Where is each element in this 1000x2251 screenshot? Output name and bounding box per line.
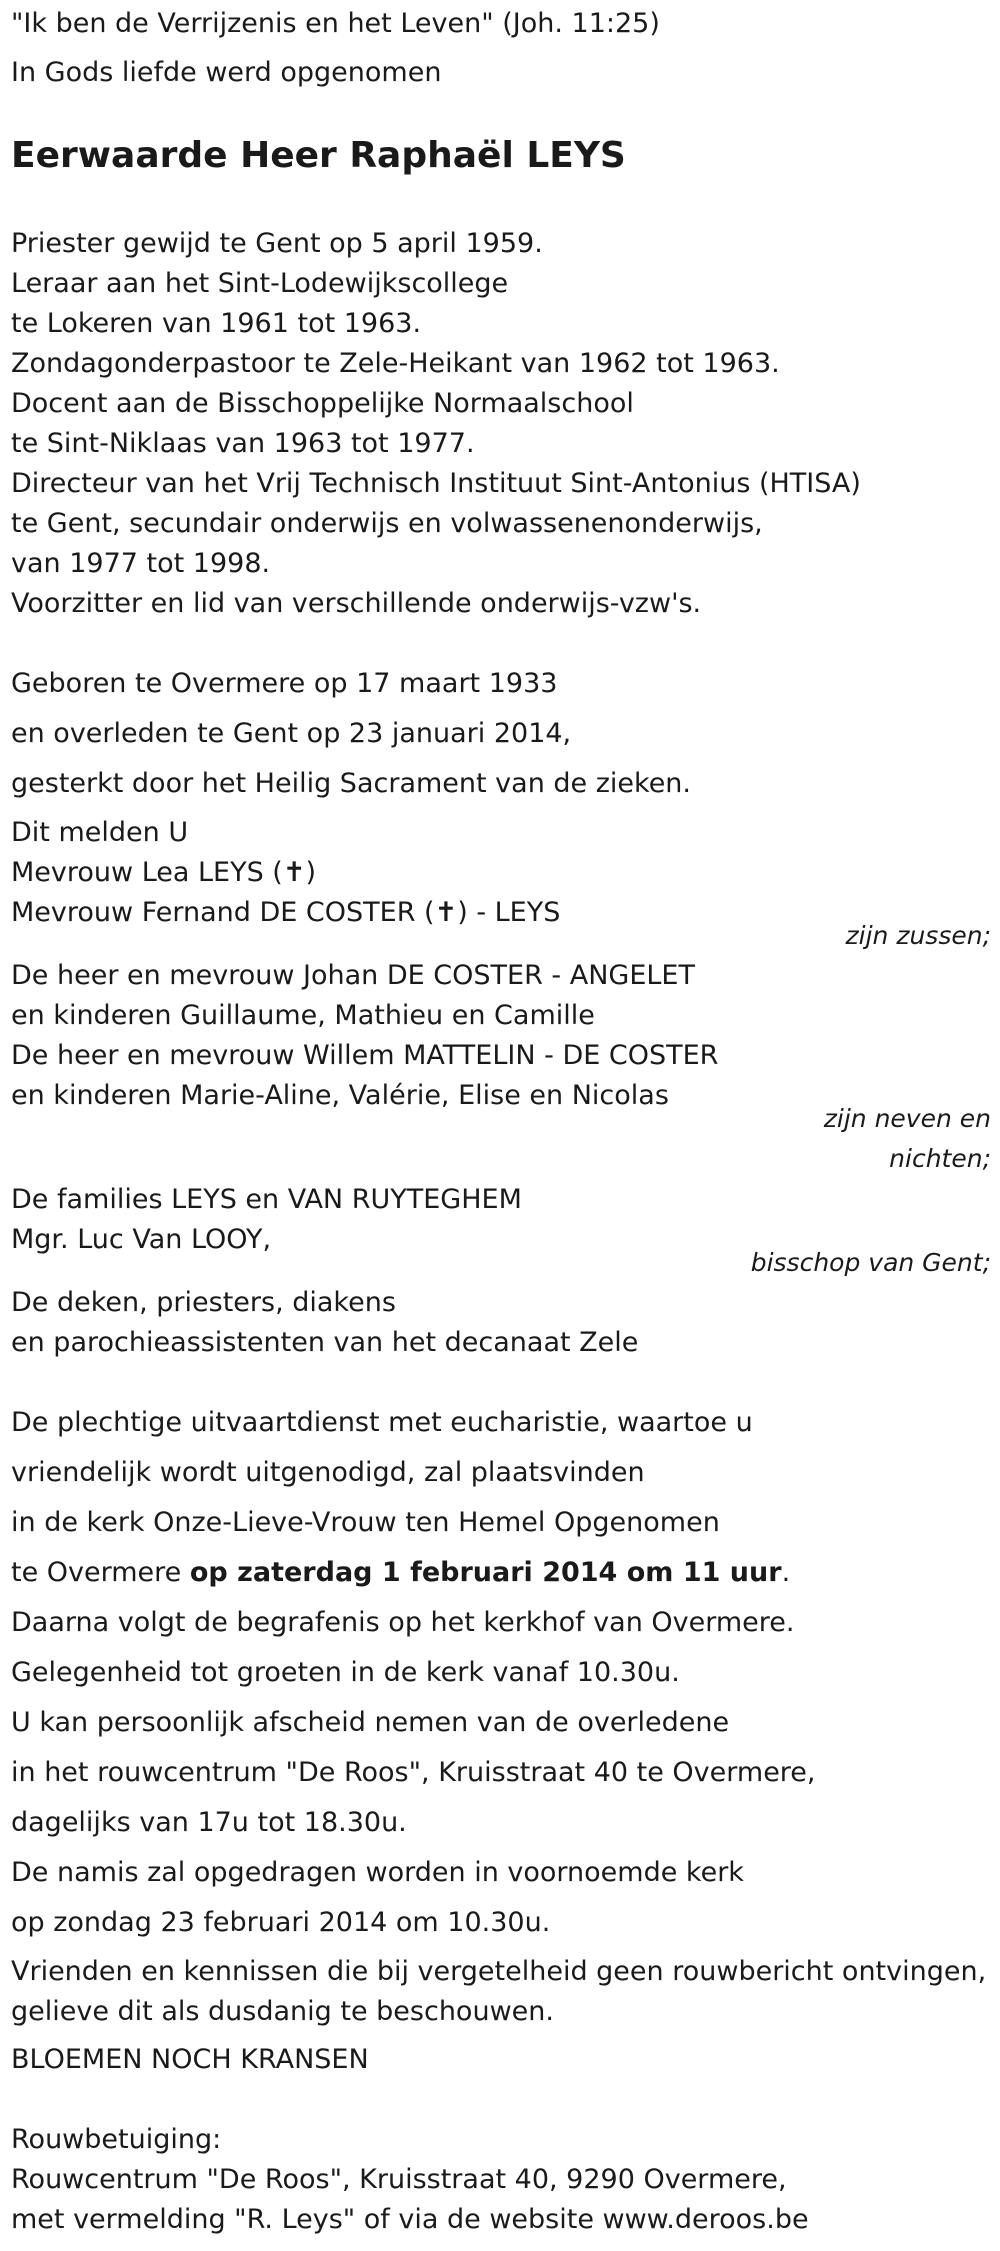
service-line: in de kerk Onze-Lieve-Vrouw ten Hemel Opgenomen <box>11 1507 720 1538</box>
sister-line: Mevrouw Lea LEYS (✝) <box>11 857 317 888</box>
career-line: te Gent, secundair onderwijs en volwassenenonderwijs, <box>11 508 763 539</box>
sacrament-line: gesterkt door het Heilig Sacrament van de zieken. <box>11 768 691 799</box>
service-line: dagelijks van 17u tot 18.30u. <box>11 1807 407 1838</box>
service-line: vriendelijk wordt uitgenodigd, zal plaatsvinden <box>11 1457 645 1488</box>
bishop-label: bisschop van Gent; <box>750 1248 991 1277</box>
service-line: U kan persoonlijk afscheid nemen van de overledene <box>11 1707 730 1738</box>
career-line: Voorzitter en lid van verschillende onderwijs-vzw's. <box>11 588 702 619</box>
deceased-name: Eerwaarde Heer Raphaël LEYS <box>11 135 626 176</box>
clergy-line: De deken, priesters, diakens <box>11 1287 396 1318</box>
death-line: en overleden te Gent op 23 januari 2014, <box>11 718 572 749</box>
service-line: Gelegenheid tot groeten in de kerk vanaf 10.30u. <box>11 1657 680 1688</box>
nephew-line: en kinderen Guillaume, Mathieu en Camille <box>11 1000 595 1031</box>
nephew-line: De heer en mevrouw Johan DE COSTER - ANGELET <box>11 960 695 991</box>
service-line: in het rouwcentrum "De Roos", Kruisstraat 40 te Overmere, <box>11 1757 816 1788</box>
nephew-line: De heer en mevrouw Willem MATTELIN - DE COSTER <box>11 1040 719 1071</box>
service-date-line <box>11 1553 790 1593</box>
sisters-label: zijn zussen; <box>845 921 991 950</box>
nephew-line: en kinderen Marie-Aline, Valérie, Elise en Nicolas <box>11 1080 669 1111</box>
career-line: te Sint-Niklaas van 1963 tot 1977. <box>11 428 475 459</box>
career-line: Priester gewijd te Gent op 5 april 1959. <box>11 228 543 259</box>
career-line: Leraar aan het Sint-Lodewijkscollege <box>11 268 509 299</box>
nephews-label-2: nichten; <box>889 1144 991 1173</box>
flowers-line: BLOEMEN NOCH KRANSEN <box>11 2044 369 2075</box>
bishop-line: Mgr. Luc Van LOOY, <box>11 1224 272 1255</box>
announcement-intro: Dit melden U <box>11 817 189 848</box>
intro-line: In Gods liefde werd opgenomen <box>11 57 442 88</box>
service-line: Daarna volgt de begrafenis op het kerkhof van Overmere. <box>11 1607 795 1638</box>
notice-line: gelieve dit als dusdanig te beschouwen. <box>11 1996 554 2027</box>
notice-line: Vrienden en kennissen die bij vergetelheid geen rouwbericht ontvingen, <box>11 1956 987 1987</box>
sister-line: Mevrouw Fernand DE COSTER (✝) - LEYS <box>11 897 561 928</box>
service-date-suffix: . <box>781 1557 791 1588</box>
condolence-website: met vermelding "R. Leys" of via de website www.deroos.be <box>11 2204 809 2235</box>
career-line: Docent aan de Bisschoppelijke Normaalschool <box>11 388 634 419</box>
condolence-address: Rouwcentrum "De Roos", Kruisstraat 40, 9290 Overmere, <box>11 2164 787 2195</box>
service-line: De plechtige uitvaartdienst met eucharistie, waartoe u <box>11 1407 753 1438</box>
service-line: op zondag 23 februari 2014 om 10.30u. <box>11 1907 551 1938</box>
clergy-line: en parochieassistenten van het decanaat Zele <box>11 1327 639 1358</box>
condolence-heading: Rouwbetuiging: <box>11 2124 222 2155</box>
nephews-label: zijn neven en <box>823 1104 991 1133</box>
service-date-prefix: te Overmere <box>11 1557 190 1588</box>
career-line: te Lokeren van 1961 tot 1963. <box>11 308 422 339</box>
birth-line: Geboren te Overmere op 17 maart 1933 <box>11 668 558 699</box>
bible-quote: "Ik ben de Verrijzenis en het Leven" (Joh. 11:25) <box>11 8 660 39</box>
service-line: De namis zal opgedragen worden in voornoemde kerk <box>11 1857 744 1888</box>
career-line: Directeur van het Vrij Technisch Instituut Sint-Antonius (HTISA) <box>11 468 861 499</box>
service-date: op zaterdag 1 februari 2014 om 11 uur <box>189 1557 782 1588</box>
families-line: De families LEYS en VAN RUYTEGHEM <box>11 1184 522 1215</box>
career-line: Zondagonderpastoor te Zele-Heikant van 1962 tot 1963. <box>11 348 780 379</box>
career-line: van 1977 tot 1998. <box>11 548 271 579</box>
